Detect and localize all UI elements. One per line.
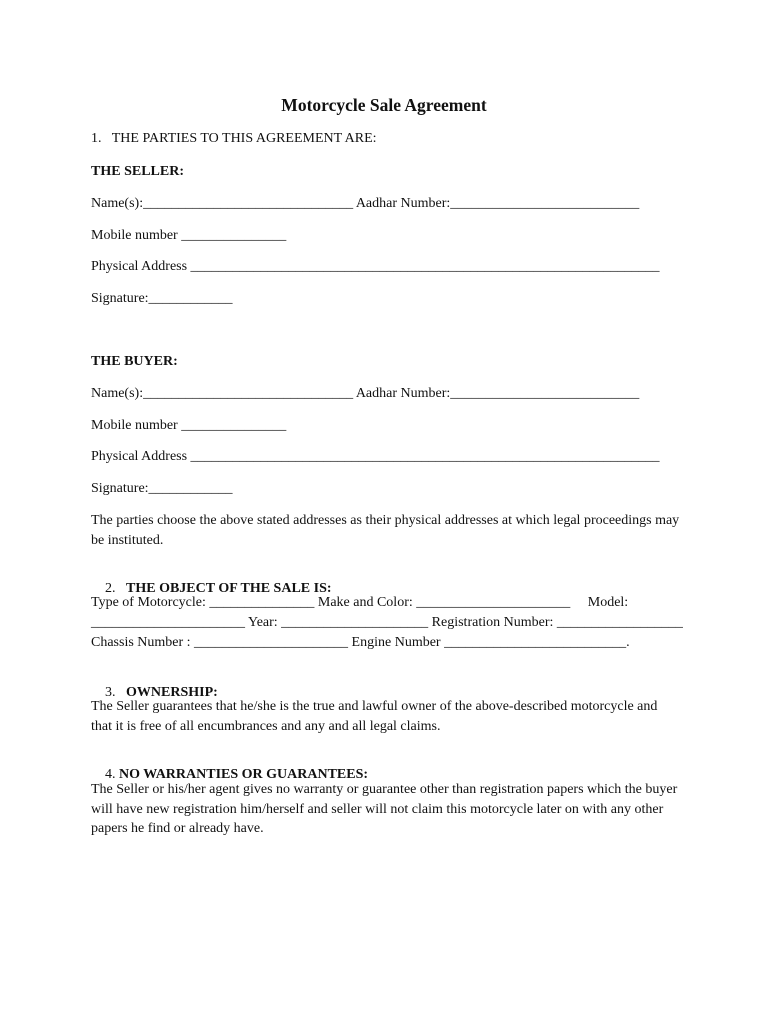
motorcycle-details-line-1: Type of Motorcycle: _______________ Make and Color: ______________________ Model: bbox=[91, 595, 629, 610]
section4-number: 4. bbox=[105, 767, 116, 782]
section2-number: 2. bbox=[105, 581, 116, 596]
seller-heading: THE SELLER: bbox=[91, 164, 184, 179]
addresses-note: The parties choose the above stated addresses as their physical addresses at which legal proceedings may be instituted. bbox=[91, 513, 680, 548]
seller-signature-line: Signature:____________ bbox=[91, 291, 233, 306]
section3-number: 3. bbox=[105, 685, 116, 700]
document-title: Motorcycle Sale Agreement bbox=[281, 95, 487, 115]
buyer-name-aadhar-line: Name(s):______________________________ Aadhar Number:___________________________ bbox=[91, 386, 640, 401]
section2-heading: THE OBJECT OF THE SALE IS: bbox=[126, 581, 332, 596]
warranty-text: The Seller or his/her agent gives no warranty or guarantee other than registration papers which the buyer will have new registration him/herself and seller will not claim this motorcycle later on with any other papers he find or already have. bbox=[91, 782, 678, 836]
buyer-address-line: Physical Address ___________________________________________________________________ bbox=[91, 449, 660, 464]
motorcycle-details-line-3: Chassis Number : ______________________ Engine Number __________________________. bbox=[91, 635, 630, 650]
buyer-signature-line: Signature:____________ bbox=[91, 481, 233, 496]
section3-heading: OWNERSHIP: bbox=[126, 685, 218, 700]
seller-address-line: Physical Address ___________________________________________________________________ bbox=[91, 259, 660, 274]
motorcycle-details-line-2: ______________________ Year: _____________________ Registration Number: __________________ bbox=[91, 615, 683, 630]
seller-mobile-line: Mobile number _______________ bbox=[91, 228, 287, 243]
ownership-text: The Seller guarantees that he/she is the true and lawful owner of the above-described motorcycle and that it is free of all encumbrances and any and all legal claims. bbox=[91, 699, 658, 734]
section1-heading: 1. THE PARTIES TO THIS AGREEMENT ARE: bbox=[91, 131, 377, 146]
seller-name-aadhar-line: Name(s):______________________________ Aadhar Number:___________________________ bbox=[91, 196, 640, 211]
buyer-mobile-line: Mobile number _______________ bbox=[91, 418, 287, 433]
buyer-heading: THE BUYER: bbox=[91, 354, 178, 369]
section4-heading: NO WARRANTIES OR GUARANTEES: bbox=[119, 767, 369, 782]
